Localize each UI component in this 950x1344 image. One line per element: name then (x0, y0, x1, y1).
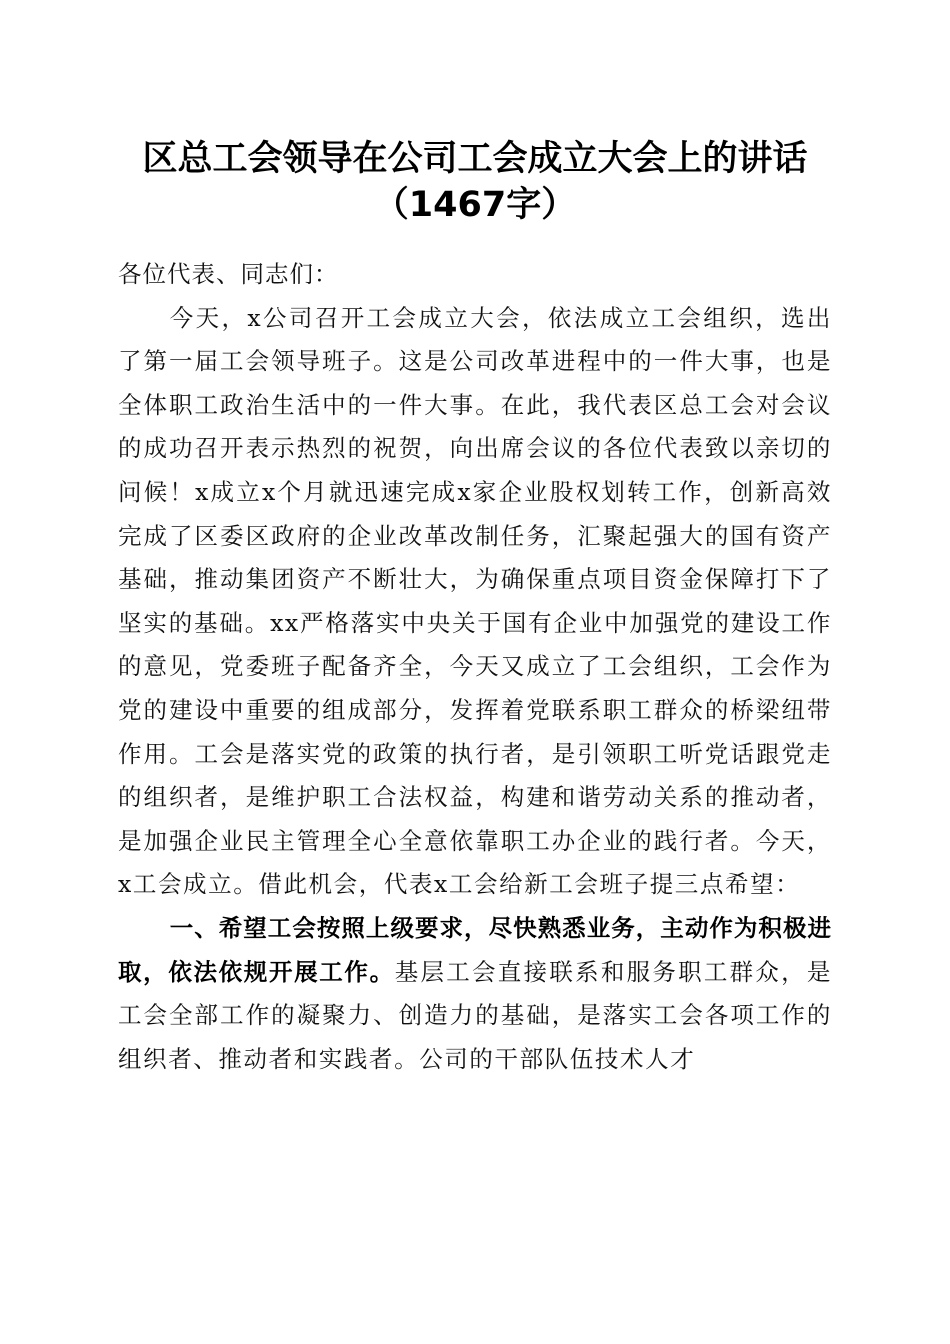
paragraph-text: 基层工会直接联系和服务职工群众，是工会全部工作的凝聚力、创造力的基础，是落实工会各项工作的组织者、推动者和实践者。公司的干部队伍技术人才 (118, 957, 833, 1073)
paragraph-heading: 一、希望工会按照上级要求，尽快熟悉业务，主动作为积极进取，依法依规开展工作。 (118, 913, 832, 986)
paragraph-intro (118, 297, 832, 907)
salutation: 各位代表、同志们： (118, 260, 339, 288)
document-subtitle: （1467字） (373, 185, 577, 225)
document-title: 区总工会领导在公司工会成立大会上的讲话 (142, 139, 808, 179)
document-body (118, 253, 832, 1081)
paragraph-hope-one (118, 907, 832, 1081)
title-block (60, 136, 890, 228)
paragraph-text: 今天，x公司召开工会成立大会，依法成立工会组织，选出了第一届工会领导班子。这是公司改革进程中的一件大事，也是全体职工政治生活中的一件大事。在此，我代表区总工会对会议的成功召开表示热烈的祝贺，向出席会议的各位代表致以亲切的问候！x成立x个月就迅速完成x家企业股权划转工作，创新高效完成了区委区政府的企业改革改制任务，汇聚起强大的国有资产基础，推动集团资产不断壮大，为确保重点项目资金保障打下了坚实的基础。xx严格落实中央关于国有企业中加强党的建设工作的意见，党委班子配备齐全，今天又成立了工会组织，工会作为党的建设中重要的组成部分，发挥着党联系职工群众的桥梁纽带作用。工会是落实党的政策的执行者，是引领职工听党话跟党走的组织者，是维护职工合法权益，构建和谐劳动关系的推动者，是加强企业民主管理全心全意依靠职工办企业的践行者。今天，x工会成立。借此机会，代表x工会给新工会班子提三点希望： (118, 303, 832, 899)
